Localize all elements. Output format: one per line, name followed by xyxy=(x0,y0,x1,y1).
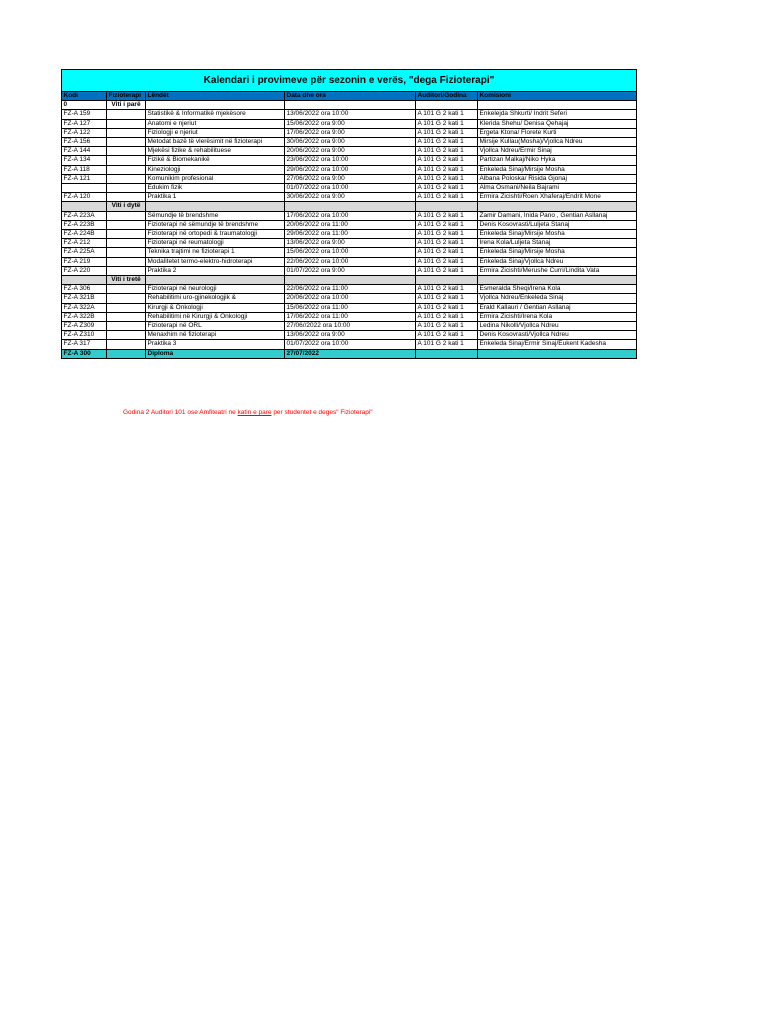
cell-code: FZ-A 220 xyxy=(62,266,107,275)
cell-code xyxy=(62,184,107,193)
cell-code: FZ-A 219 xyxy=(62,257,107,266)
table-row xyxy=(62,230,637,239)
cell-date: 15/06/2022 ora 10:00 xyxy=(285,248,416,257)
cell-code: FZ-A 118 xyxy=(62,165,107,174)
cell-committee: Esmeralda Sheqi/Irena Kola xyxy=(478,285,637,294)
cell-code xyxy=(62,276,107,285)
cell-date: 20/06/2022 ora 9:00 xyxy=(285,147,416,156)
cell-subject: Fizioterapi në ortopedi & traumatologji xyxy=(146,230,285,239)
cell-program xyxy=(107,239,146,248)
cell-code: FZ-A 212 xyxy=(62,239,107,248)
cell-program xyxy=(107,340,146,349)
cell-date: 13/06/2022 ora 9:00 xyxy=(285,239,416,248)
table-row xyxy=(62,257,637,266)
cell-program xyxy=(107,174,146,183)
cell-subject: Kineziologji xyxy=(146,165,285,174)
cell-program xyxy=(107,184,146,193)
cell-subject: Kirurgji & Onkologji xyxy=(146,303,285,312)
cell-date: 22/06/2022 ora 10:00 xyxy=(285,257,416,266)
cell-room: A 101 G 2 kati 1 xyxy=(416,138,478,147)
table-row xyxy=(62,128,637,137)
cell-program xyxy=(107,331,146,340)
cell-code: FZ-A 120 xyxy=(62,193,107,202)
cell-code: FZ-A 322B xyxy=(62,312,107,321)
cell-date: 20/06/2022 ora 10:00 xyxy=(285,294,416,303)
cell-date xyxy=(285,101,416,110)
cell-room: A 101 G 2 kati 1 xyxy=(416,257,478,266)
cell-committee: Erald Kallauri / Gentian Asllanaj xyxy=(478,303,637,312)
cell-room: A 101 G 2 kati 1 xyxy=(416,331,478,340)
cell-room: A 101 G 2 kati 1 xyxy=(416,165,478,174)
cell-program: Viti i parë xyxy=(107,101,146,110)
cell-room: A 101 G 2 kati 1 xyxy=(416,119,478,128)
cell-date xyxy=(285,276,416,285)
cell-room: A 101 G 2 kati 1 xyxy=(416,303,478,312)
cell-program xyxy=(107,266,146,275)
cell-committee: Partizan Malkaj/Niko Hyka xyxy=(478,156,637,165)
cell-date: 01/07/2022 ora 10:00 xyxy=(285,184,416,193)
table-row xyxy=(62,220,637,229)
cell-committee: Vjollca Ndreu/Enkeleda Sinaj xyxy=(478,294,637,303)
cell-date: 29/06/2022 ora 11:00 xyxy=(285,230,416,239)
cell-subject: Sëmundje të brendshme xyxy=(146,211,285,220)
cell-code: FZ-A 321B xyxy=(62,294,107,303)
cell-committee: Ermira Zicishti/Irena Kola xyxy=(478,312,637,321)
cell-subject: Praktika 2 xyxy=(146,266,285,275)
cell-committee: Enkeleda Sinaj/Mirsije Mosha xyxy=(478,165,637,174)
cell-committee xyxy=(478,101,637,110)
cell-subject: Teknika trajtimi ne fizioterapi 1 xyxy=(146,248,285,257)
table-row xyxy=(62,211,637,220)
cell-room: A 101 G 2 kati 1 xyxy=(416,147,478,156)
cell-date: 20/06/2022 ora 11:00 xyxy=(285,220,416,229)
table-row xyxy=(62,193,637,202)
header-subject: Lëndët xyxy=(146,92,285,101)
table-row xyxy=(62,285,637,294)
cell-code: FZ-A 134 xyxy=(62,156,107,165)
cell-room: A 101 G 2 kati 1 xyxy=(416,248,478,257)
cell-committee: Vjollca Ndreu/Ermir Sinaj xyxy=(478,147,637,156)
cell-subject: Modalitetet termo-elektro-hidroterapi xyxy=(146,257,285,266)
table-row xyxy=(62,110,637,119)
cell-subject: Rehabilitimi në Kirurgji & Onkologji xyxy=(146,312,285,321)
cell-code: FZ-A 306 xyxy=(62,285,107,294)
cell-subject xyxy=(146,276,285,285)
cell-date: 22/06/2022 ora 11:00 xyxy=(285,285,416,294)
table-row xyxy=(62,312,637,321)
cell-date: 15/06/2022 ora 9:00 xyxy=(285,119,416,128)
cell-committee: Denis Kosovrasti/Luljeta Stanaj xyxy=(478,220,637,229)
cell-date: 01/07/2022 ora 10:00 xyxy=(285,340,416,349)
cell-room: A 101 G 2 kati 1 xyxy=(416,184,478,193)
cell-committee: Ergeta Ktona/ Florete Kurti xyxy=(478,128,637,137)
cell-date: 23/06/2022 ora 10:00 xyxy=(285,156,416,165)
cell-program xyxy=(107,110,146,119)
cell-program xyxy=(107,220,146,229)
note-text-underlined: katin e pare xyxy=(237,409,272,416)
cell-subject xyxy=(146,101,285,110)
cell-committee: Mirsije Kullau(Mosha)/Vjollca Ndreu xyxy=(478,138,637,147)
cell-room: A 101 G 2 kati 1 xyxy=(416,230,478,239)
cell-committee xyxy=(478,349,637,358)
cell-committee: Enkeleda Sinaj/Vjollca Ndreu xyxy=(478,257,637,266)
cell-code: FZ-A 121 xyxy=(62,174,107,183)
cell-committee: Ermira Zicishti/Merushe Curri/Lindita Vata xyxy=(478,266,637,275)
header-committee: Komisioni xyxy=(478,92,637,101)
cell-code: FZ-A 300 xyxy=(62,349,107,358)
cell-room: A 101 G 2 kati 1 xyxy=(416,220,478,229)
table-row xyxy=(62,294,637,303)
note-text-after: per studentet e deges" Fizioterapi" xyxy=(271,409,373,416)
cell-committee xyxy=(478,276,637,285)
cell-date: 15/06/2022 ora 11:00 xyxy=(285,303,416,312)
cell-program xyxy=(107,138,146,147)
cell-room: A 101 G 2 kati 1 xyxy=(416,174,478,183)
table-row xyxy=(62,248,637,257)
cell-subject: Fizioterapi në ORL xyxy=(146,322,285,331)
cell-subject: Edukim fizik xyxy=(146,184,285,193)
footer-note xyxy=(123,409,373,416)
cell-room: A 101 G 2 kati 1 xyxy=(416,193,478,202)
cell-code: FZ-A 223B xyxy=(62,220,107,229)
cell-program xyxy=(107,322,146,331)
cell-subject: Fiziologji e njeriut xyxy=(146,128,285,137)
cell-program xyxy=(107,147,146,156)
header-code: Kodi xyxy=(62,92,107,101)
header-row xyxy=(62,92,637,101)
year-section-row xyxy=(62,202,637,211)
table-row xyxy=(62,156,637,165)
cell-room: A 101 G 2 kati 1 xyxy=(416,156,478,165)
cell-subject: Fizioterapi në neurologji xyxy=(146,285,285,294)
table-row xyxy=(62,239,637,248)
table-row xyxy=(62,322,637,331)
cell-date: 17/06/2022 ora 10:00 xyxy=(285,211,416,220)
cell-code: FZ-A 159 xyxy=(62,110,107,119)
cell-code: FZ-A 122 xyxy=(62,128,107,137)
cell-committee: Albana Poloska/ Risida Gjonaj xyxy=(478,174,637,183)
cell-subject: Praktika 3 xyxy=(146,340,285,349)
cell-committee: Zamir Damani, Inida Pano , Gentian Asllanaj xyxy=(478,211,637,220)
cell-subject: Anatomi e njeriut xyxy=(146,119,285,128)
table-row xyxy=(62,331,637,340)
cell-date: 30/06/2022 ora 9:00 xyxy=(285,193,416,202)
cell-room: A 101 G 2 kati 1 xyxy=(416,285,478,294)
table-row xyxy=(62,303,637,312)
cell-program xyxy=(107,257,146,266)
cell-program xyxy=(107,248,146,257)
cell-program xyxy=(107,285,146,294)
cell-program: Viti i dytë xyxy=(107,202,146,211)
cell-date: 01/07/2022 ora 9:00 xyxy=(285,266,416,275)
cell-date: 29/06/2022 ora 10:00 xyxy=(285,165,416,174)
cell-committee: Ermira Zicishti/Roen Xhaferaj/Endrit Mone xyxy=(478,193,637,202)
cell-code: FZ-A 223A xyxy=(62,211,107,220)
cell-room: A 101 G 2 kati 1 xyxy=(416,128,478,137)
cell-committee: Enkeleda Sinaj/Mirsije Mosha xyxy=(478,248,637,257)
cell-subject: Menaxhim në fizioterapi xyxy=(146,331,285,340)
cell-room: A 101 G 2 kati 1 xyxy=(416,294,478,303)
cell-code: FZ-A 144 xyxy=(62,147,107,156)
header-program: Fizioterapi xyxy=(107,92,146,101)
cell-room: A 101 G 2 kati 1 xyxy=(416,266,478,275)
table-row xyxy=(62,266,637,275)
cell-committee: Enkelejda Shkurti/ Indrit Seferi xyxy=(478,110,637,119)
cell-date: 27/07/2022 xyxy=(285,349,416,358)
cell-committee: Klerida Shehu/ Denisa Qehajaj xyxy=(478,119,637,128)
cell-room: A 101 G 2 kati 1 xyxy=(416,110,478,119)
cell-program xyxy=(107,349,146,358)
exam-calendar-table xyxy=(61,69,637,359)
table-row xyxy=(62,174,637,183)
table-row xyxy=(62,184,637,193)
table-row xyxy=(62,147,637,156)
cell-subject xyxy=(146,202,285,211)
cell-date: 17/06/2022 ora 11:00 xyxy=(285,312,416,321)
table-row xyxy=(62,349,637,358)
table-row xyxy=(62,101,637,110)
cell-subject: Fizioterapi në sëmundje të brendshme xyxy=(146,220,285,229)
cell-code xyxy=(62,202,107,211)
cell-subject: Rehabilitimi uro-gjinekologjik & xyxy=(146,294,285,303)
cell-committee: Alma Osmani/Neila Bajrami xyxy=(478,184,637,193)
table-row xyxy=(62,340,637,349)
cell-subject: Praktika 1 xyxy=(146,193,285,202)
cell-program xyxy=(107,294,146,303)
cell-subject: Metodat bazë të vlerësimit në fizioterapi xyxy=(146,138,285,147)
cell-subject: Fizioterapi në reumatologji xyxy=(146,239,285,248)
cell-code: FZ-A 127 xyxy=(62,119,107,128)
cell-date: 17/06/2022 ora 9:00 xyxy=(285,128,416,137)
cell-date: 13/06/2022 ora 9:00 xyxy=(285,331,416,340)
cell-room: A 101 G 2 kati 1 xyxy=(416,322,478,331)
cell-committee: Enkeleda Sinaj/Mirsije Mosha xyxy=(478,230,637,239)
cell-date: 27/06//2022 ora 10:00 xyxy=(285,322,416,331)
cell-code: 0 xyxy=(62,101,107,110)
cell-room xyxy=(416,202,478,211)
cell-date xyxy=(285,202,416,211)
cell-subject: Statistikë & Informatikë mjekësore xyxy=(146,110,285,119)
cell-committee xyxy=(478,202,637,211)
cell-date: 13/06/2022 ora 10:00 xyxy=(285,110,416,119)
cell-subject: Mjekësi fizike & rehabilituese xyxy=(146,147,285,156)
cell-program xyxy=(107,303,146,312)
cell-subject: Diploma xyxy=(146,349,285,358)
cell-code: FZ-A Z310 xyxy=(62,331,107,340)
header-date: Data dhe ora xyxy=(285,92,416,101)
cell-subject: Fizikë & Biomekanikë xyxy=(146,156,285,165)
cell-program: Viti i tretë xyxy=(107,276,146,285)
cell-program xyxy=(107,119,146,128)
cell-room: A 101 G 2 kati 1 xyxy=(416,239,478,248)
table-row xyxy=(62,119,637,128)
cell-code: FZ-A 156 xyxy=(62,138,107,147)
cell-program xyxy=(107,156,146,165)
cell-committee: Denis Kosovrasti/Vjollca Ndreu xyxy=(478,331,637,340)
cell-program xyxy=(107,230,146,239)
cell-program xyxy=(107,165,146,174)
cell-room: A 101 G 2 kati 1 xyxy=(416,211,478,220)
cell-program xyxy=(107,193,146,202)
cell-committee: Ledina Nikolli/Vjollca Ndreu xyxy=(478,322,637,331)
cell-committee: Irena Kola/Luljeta Stanaj xyxy=(478,239,637,248)
cell-date: 27/06/2022 ora 9:00 xyxy=(285,174,416,183)
cell-room: A 101 G 2 kati 1 xyxy=(416,340,478,349)
cell-room xyxy=(416,276,478,285)
table-row xyxy=(62,138,637,147)
cell-code: FZ-A 224B xyxy=(62,230,107,239)
page-title: Kalendari i provimeve për sezonin e verës, "dega Fizioterapi" xyxy=(62,70,637,92)
cell-program xyxy=(107,128,146,137)
cell-code: FZ-A 322A xyxy=(62,303,107,312)
cell-code: FZ-A Z309 xyxy=(62,322,107,331)
header-room: Auditori/Godina xyxy=(416,92,478,101)
cell-code: FZ-A 317 xyxy=(62,340,107,349)
note-text-before: Godina 2 Auditori 101 ose Amfiteatri ne xyxy=(123,409,238,416)
cell-subject: Komunikim profesional xyxy=(146,174,285,183)
table-row xyxy=(62,165,637,174)
cell-room xyxy=(416,349,478,358)
cell-program xyxy=(107,312,146,321)
cell-committee: Enkeleda Sinaj/Ermir Sinaj/Eukent Kadesha xyxy=(478,340,637,349)
cell-date: 30/06/2022 ora 9:00 xyxy=(285,138,416,147)
cell-room: A 101 G 2 kati 1 xyxy=(416,312,478,321)
cell-code: FZ-A 225A xyxy=(62,248,107,257)
year-section-row xyxy=(62,276,637,285)
cell-room xyxy=(416,101,478,110)
cell-program xyxy=(107,211,146,220)
